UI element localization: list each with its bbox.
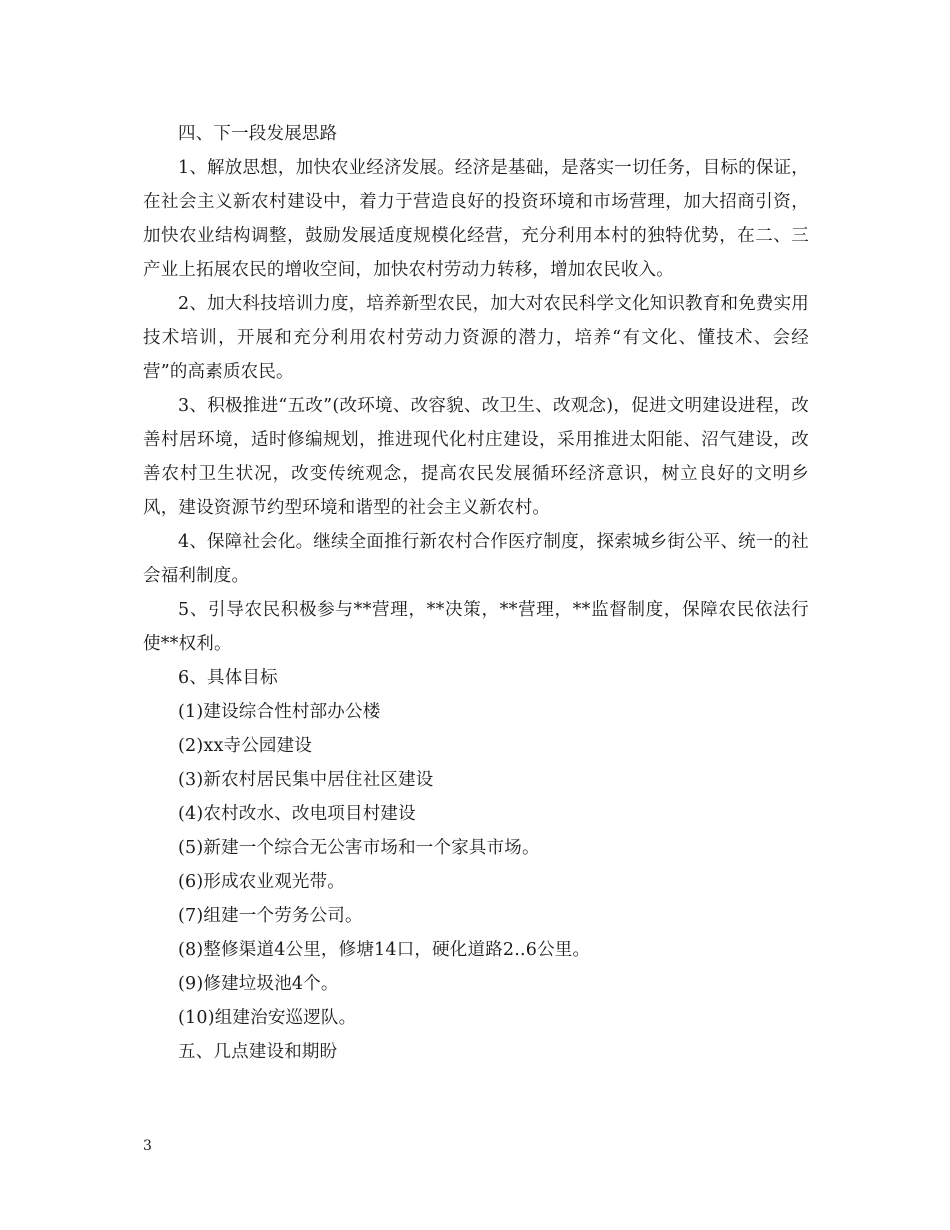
paragraph-item-2: 2、加大科技培训力度，培养新型农民，加大对农民科学文化知识教育和免费实用技术培训，开展和充分利用农村劳动力资源的潜力，培养“有文化、懂技术、会经营”的高素质农民。 [143, 294, 809, 382]
section-heading-next-steps: 四、下一段发展思路 [178, 124, 338, 144]
goal-item-1: (1)建设综合性村部办公楼 [178, 702, 381, 722]
paragraph-item-1: 1、解放思想，加快农业经济发展。经济是基础，是落实一切任务，目标的保证，在社会主义新农村建设中，着力于营造良好的投资环境和市场营理，加大招商引资，加快农业结构调整，鼓励发展适度规模化经营，充分利用本村的独特优势，在二、三产业上拓展农民的增收空间，加快农村劳动力转移，增加农民收入。 [143, 158, 809, 280]
goal-item-6: (6)形成农业观光带。 [178, 872, 345, 892]
goal-item-4: (4)农村改水、改电项目村建设 [178, 804, 416, 824]
goal-item-2: (2)xx寺公园建设 [178, 736, 313, 756]
goal-item-8: (8)整修渠道4公里，修塘14口，硬化道路2..6公里。 [178, 940, 591, 960]
goal-item-10: (10)组建治安巡逻队。 [178, 1008, 357, 1028]
paragraph-item-5: 5、引导农民积极参与**营理，**决策，**营理，**监督制度，保障农民依法行使**权利。 [143, 600, 809, 654]
goal-item-9: (9)修建垃圾池4个。 [178, 974, 339, 994]
paragraph-item-3: 3、积极推进“五改”(改环境、改容貌、改卫生、改观念)，促进文明建设进程，改善村居环境，适时修编规划，推进现代化村庄建设，采用推进太阳能、沼气建设，改善农村卫生状况，改变传统观念，提高农民发展循环经济意识，树立良好的文明乡风，建设资源节约型环境和谐型的社会主义新农村。 [143, 396, 809, 518]
document-body [143, 117, 809, 1069]
paragraph-item-4: 4、保障社会化。继续全面推行新农村合作医疗制度，探索城乡街公平、统一的社会福利制度。 [143, 532, 809, 586]
paragraph-item-6: 6、具体目标 [178, 668, 278, 688]
goal-item-5: (5)新建一个综合无公害市场和一个家具市场。 [178, 838, 540, 858]
goal-item-3: (3)新农村居民集中居住社区建设 [178, 770, 434, 790]
page-number: 3 [143, 1138, 152, 1154]
section-heading-suggestions: 五、几点建设和期盼 [178, 1042, 338, 1062]
goal-item-7: (7)组建一个劳务公司。 [178, 906, 363, 926]
